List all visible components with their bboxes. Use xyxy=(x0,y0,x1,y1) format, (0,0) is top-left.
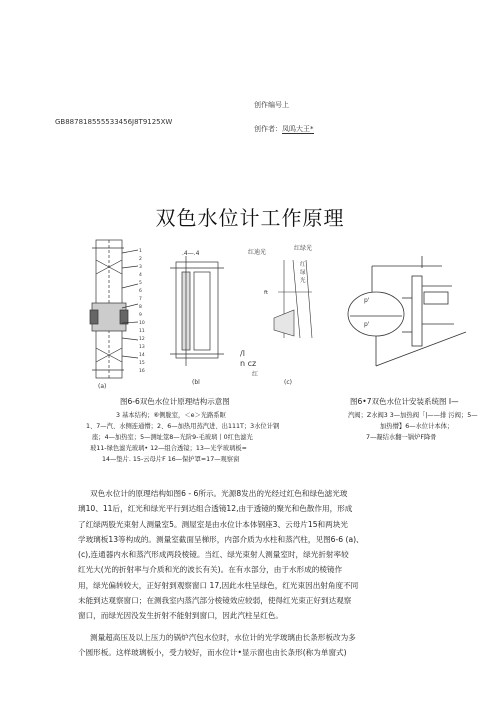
paragraph-line: 了红绿两股光束射人测量室5。测屋室是由水位计本体钢座3、云母片15和两块光 xyxy=(78,519,348,529)
fig-label-red-bottom: 红 xyxy=(252,371,259,378)
fig-label-c: (c) xyxy=(284,379,292,386)
author-name: 凤呜大王* xyxy=(282,125,314,133)
figure-6-6a xyxy=(90,240,138,378)
paragraph-line: 测量超高压及以上压力的锅炉汽包水位时，水位计的光学玻璃由长条形板改为多 xyxy=(90,632,356,642)
fig-label-red-v: 红 xyxy=(300,262,306,268)
figure-6-6b xyxy=(170,256,224,366)
num-label: 2 xyxy=(139,257,142,262)
num-label: 3 xyxy=(139,265,142,270)
num-label: 11 xyxy=(139,329,145,334)
doc-code: GB887818555533456J8T9125XW xyxy=(55,118,173,126)
figure-6-6c xyxy=(274,260,312,338)
legend-fig-6-6 xyxy=(86,410,306,465)
num-label: 10 xyxy=(139,321,145,326)
paragraph-line: 用，绿光偏转较大，正好射到观察窗口 17,因此水柱呈绿色，红光束因出射角度不同 xyxy=(78,580,359,590)
legend-line: 汽阀；Z水阀3 3—加热阀「|——排 污阀；5— xyxy=(348,412,478,419)
legend-line: 玻11-绿色滤光玻璃• 12—组合透镜；13—光学玻璃板= xyxy=(90,445,247,452)
paragraph-line: (c),连通器内水和蒸汽形成两段棱镜。当红、绿光束射人测量室时，绿光折射率较 xyxy=(78,550,349,560)
legend-line: 7—凝结水翻一锅炉F降骨 xyxy=(366,434,437,441)
fig-label-red-light: 红迪光 xyxy=(248,249,267,256)
fig-label-section: .4—.4 xyxy=(182,250,200,257)
figure-6-7-diagram xyxy=(342,246,470,376)
num-label: 15 xyxy=(139,361,145,366)
fig-6-6a-number-labels xyxy=(139,248,145,374)
legend-line: 3 基本结构；⑥侧胧室，＜e＞光路系眍 xyxy=(116,412,226,419)
fig-label-ft: ft xyxy=(264,290,268,296)
author-line xyxy=(254,124,314,134)
num-label: 9 xyxy=(139,313,142,318)
num-label: 4 xyxy=(139,273,142,278)
legend-line: 加热懵】6—水位计本体； xyxy=(380,423,454,430)
author-label: 创作者： xyxy=(254,125,282,133)
paragraph-line: 红光大(光的折射率与介质和光的波长有关)。在有水部分，由于水形成的棱镜作 xyxy=(78,565,343,575)
num-label: 8 xyxy=(139,305,142,310)
body-text xyxy=(78,486,498,660)
num-label: 12 xyxy=(139,337,145,342)
fig-label-a: (a) xyxy=(98,383,107,390)
page-title: 双色水位计工作原理 xyxy=(155,206,345,230)
num-label: 5 xyxy=(139,281,142,286)
caption-fig-6-7: 图6•7双色水位计安装系统图 I— xyxy=(350,397,459,406)
num-label: 13 xyxy=(139,345,145,350)
fig-label-l-glyph: /l xyxy=(240,349,245,358)
paragraph-line: 双色水位计的原理结构如图6 - 6所示。光源8发出的光经过红色和绿色滤光玻 xyxy=(90,489,348,498)
num-label: 6 xyxy=(139,289,142,294)
fig7-label-p-mid: p' xyxy=(364,321,370,328)
fig-label-n-cz: n cz xyxy=(240,359,257,368)
paragraph-line: 窗口，而绿光因没发生折射不能射到窗口，因此汽柱呈红色。 xyxy=(78,611,284,621)
legend-line: 座；4—加热室；5—测址筮8—光阶9-毛玻璃丨0红色滤光 xyxy=(92,434,253,441)
legend-line: 14—垫片. 15-云母片F 16—保护罩=17—观察窗 xyxy=(102,456,240,463)
num-label: 1 xyxy=(139,249,142,254)
fig-label-b: (bl xyxy=(192,379,200,386)
fig7-label-p-top: p' xyxy=(364,297,370,304)
paragraph-line: 个圆形板。这样玻璃板小，受力较好，而水位计•显示窗也由长条形(称为单窗式) xyxy=(78,647,347,657)
paragraph-line: 学玻璃板13等构成的。测量室截面呈梯形，内部介质为水柱和蒸汽柱，见图6-6 (a)、 xyxy=(78,534,364,544)
paragraph-line: 未能到达观察窗口；在测我室内蒸汽部分棱镜效应较弱，使得红光束正好到达观察 xyxy=(78,596,352,606)
legend-line: 1、7—汽、水侧连通懵；2、6—加热用蒸汽进、出111T；3水位计钢 xyxy=(86,423,280,430)
num-label: 14 xyxy=(139,353,145,358)
doc-number-label: 创作编号上 xyxy=(254,101,289,109)
fig-label-red-green-light: 红绿光 xyxy=(294,245,313,252)
figure-6-6-diagram xyxy=(88,238,328,390)
legend-fig-6-7 xyxy=(348,410,488,443)
fig-label-green-v: 绿 xyxy=(300,270,306,276)
paragraph-line: 璃10、11后，红光和绿光平行到达组合透镜12,由于透镜的聚光和色散作用，形成 xyxy=(78,504,353,514)
caption-fig-6-6: 图6-6双色水位计原理结构示意图 xyxy=(120,397,230,406)
num-label: 7 xyxy=(139,297,142,302)
num-label: 16 xyxy=(139,369,145,374)
fig-label-light-v: 光 xyxy=(300,278,306,284)
